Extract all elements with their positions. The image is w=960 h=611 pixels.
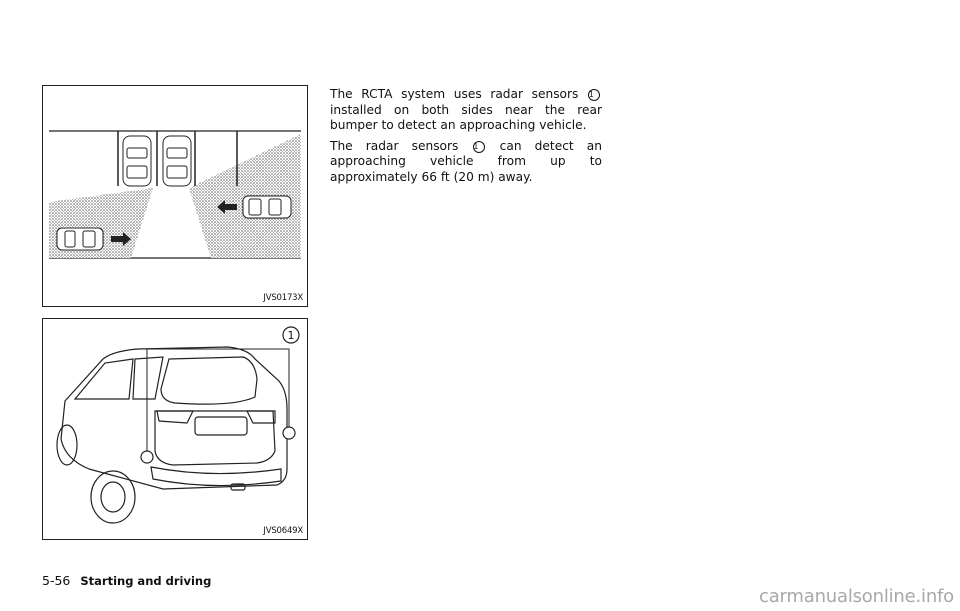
page-number: 5-56	[42, 573, 71, 588]
page-footer	[42, 573, 211, 588]
body-text	[330, 87, 602, 191]
figure-sensor-location	[42, 318, 308, 540]
parked-car	[123, 136, 151, 186]
callout-number: 1	[287, 329, 295, 342]
vehicle-diagram	[43, 319, 307, 539]
own-vehicle	[163, 136, 191, 186]
callout-ref: 1	[588, 89, 600, 101]
paragraph: The radar sensors 1 can detect an approaching vehicle from up to approximately 66 ft (20 m) away.	[330, 138, 603, 184]
approaching-car-left	[57, 228, 103, 250]
parking-diagram	[43, 86, 307, 306]
figure-code: JVS0173X	[263, 293, 303, 303]
paragraph: The RCTA system uses radar sensors 1 installed on both sides near the rear bumper to detect an approaching vehicle.	[330, 87, 602, 133]
radar-sensor-right	[283, 427, 295, 439]
section-title: Starting and driving	[80, 574, 212, 588]
figure-code: JVS0649X	[263, 526, 303, 536]
callout-ref: 1	[473, 141, 485, 153]
vehicle-outline	[57, 347, 287, 523]
figure-rcta-coverage	[42, 85, 308, 307]
watermark: carmanualsonline.info	[759, 586, 954, 607]
radar-sensor-left	[141, 451, 153, 463]
callout-leader	[147, 349, 289, 451]
approaching-car-right	[243, 196, 291, 218]
